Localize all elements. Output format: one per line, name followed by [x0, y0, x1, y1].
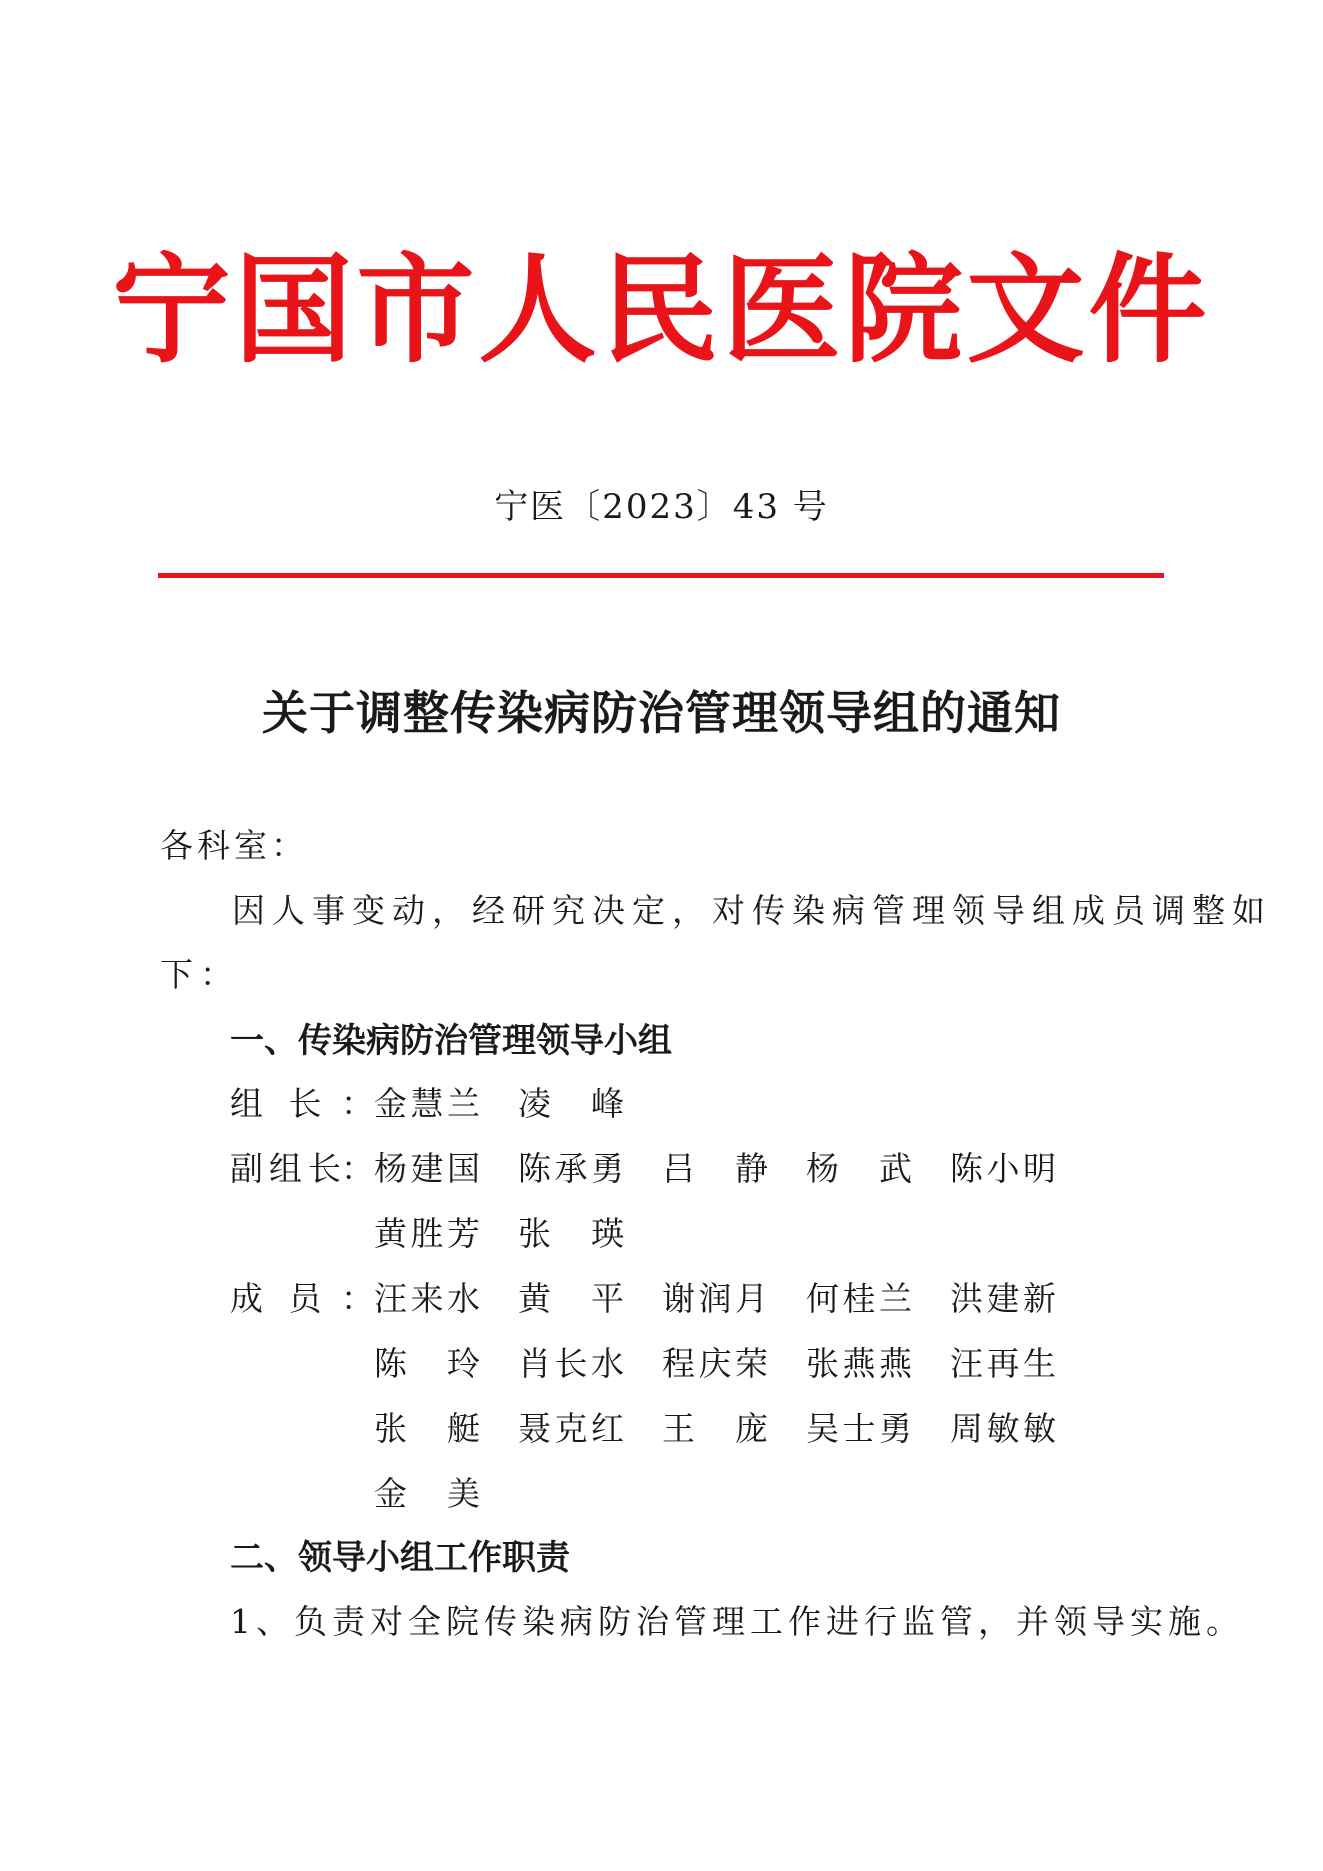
- deputy-label-char: 副: [230, 1149, 263, 1188]
- person-name: 陈 玲: [374, 1344, 480, 1383]
- person-name: 程 庆 荣: [662, 1344, 768, 1383]
- person-name: 吕 静: [662, 1149, 768, 1188]
- document-number: 宁医〔2023〕43 号: [494, 487, 829, 527]
- intro-paragraph-line-2: 下：: [160, 955, 240, 994]
- person-name: 聂 克 红: [518, 1409, 624, 1448]
- person-name: 汪 再 生: [950, 1344, 1056, 1383]
- section-2-heading: 二、领导小组工作职责: [230, 1538, 570, 1578]
- person-name: 杨 武: [806, 1149, 912, 1188]
- person-name: 陈 承 勇: [518, 1149, 624, 1188]
- person-name: 周 敏 敏: [950, 1409, 1056, 1448]
- person-name: 何 桂 兰: [806, 1279, 912, 1318]
- intro-paragraph-line-1: 因人事变动，经研究决定，对传染病管理领导组成员调整如: [232, 891, 1272, 930]
- person-name: 黄 胜 芳: [374, 1214, 480, 1253]
- person-name: 谢 润 月: [662, 1279, 768, 1318]
- person-name: 金 慧 兰: [374, 1084, 480, 1123]
- deputy-label-char: 长: [308, 1149, 341, 1188]
- notice-title: 关于调整传染病防治管理领导组的通知: [262, 686, 1061, 740]
- members-label: [230, 1277, 374, 1321]
- person-name: 凌 峰: [518, 1084, 624, 1123]
- section-1-heading: 一、传染病防治管理领导小组: [230, 1021, 672, 1061]
- deputy-label-char: 组: [269, 1149, 302, 1188]
- person-name: 黄 平: [518, 1279, 624, 1318]
- leader-label-colon: ：: [341, 1084, 374, 1123]
- person-name: 肖 长 水: [518, 1344, 624, 1383]
- person-name: 张 燕 燕: [806, 1344, 912, 1383]
- deputy-label-colon: ：: [341, 1149, 374, 1188]
- members-label-char: 员: [288, 1279, 322, 1318]
- members-label-char: 成: [230, 1279, 263, 1318]
- person-name: 陈 小 明: [950, 1149, 1056, 1188]
- person-name: 王 庞: [662, 1409, 768, 1448]
- person-name: 张 瑛: [518, 1214, 624, 1253]
- person-name: 张 艇: [374, 1409, 480, 1448]
- masthead-title: 宁国市人民医院文件: [112, 241, 1211, 379]
- leader-label-char: 长: [288, 1084, 322, 1123]
- duty-item-1: 1、负责对全院传染病防治管理工作进行监管，并领导实施。: [230, 1602, 1244, 1641]
- person-name: 杨 建 国: [374, 1149, 480, 1188]
- person-name: 洪 建 新: [950, 1279, 1056, 1318]
- salutation: 各科室：: [160, 826, 308, 865]
- members-label-colon: ：: [341, 1279, 374, 1318]
- leader-label-char: 组: [230, 1084, 263, 1123]
- red-divider-line: [158, 573, 1164, 578]
- person-name: 汪 来 水: [374, 1279, 480, 1318]
- person-name: 吴 士 勇: [806, 1409, 912, 1448]
- deputy-label: [230, 1147, 374, 1191]
- person-name: 金 美: [374, 1474, 480, 1513]
- leader-label: [230, 1082, 374, 1126]
